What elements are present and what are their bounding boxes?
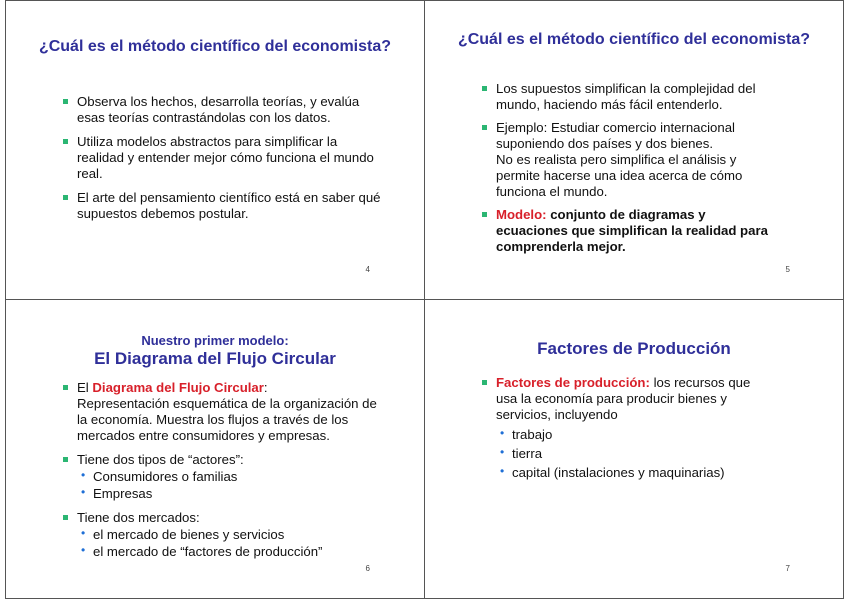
bullet-item <box>482 81 772 113</box>
bullet-text: conjunto de diagramas y ecuaciones que simplifican la realidad para comprenderla mejor. <box>496 207 768 254</box>
sub-bullet-icon: • <box>500 445 505 459</box>
sub-item <box>500 426 772 443</box>
bullet-text: Tiene dos mercados: <box>77 510 200 525</box>
sub-item <box>81 468 383 485</box>
sub-bullet-icon: • <box>81 468 86 482</box>
bullet-item <box>482 120 772 200</box>
page-number: 4 <box>365 265 370 274</box>
sub-bullet-icon: • <box>81 543 86 557</box>
bullet-icon <box>482 212 487 217</box>
bullet-text: El arte del pensamiento científico está en saber qué supuestos debemos postular. <box>77 190 381 221</box>
sub-item-text: Consumidores o familias <box>93 469 238 484</box>
sub-item <box>81 543 383 560</box>
bullet-icon <box>482 380 487 385</box>
sub-item-text: el mercado de bienes y servicios <box>93 527 285 542</box>
bullet-item <box>482 207 772 255</box>
sub-item <box>500 464 772 481</box>
bullet-text: Observa los hechos, desarrolla teorías, y evalúa esas teorías contrastándolas con los datos. <box>77 94 360 125</box>
sub-bullet-icon: • <box>81 485 86 499</box>
slide-body <box>63 94 383 230</box>
sub-bullet-icon: • <box>500 426 505 440</box>
bullet-icon <box>63 99 68 104</box>
term-highlight: Modelo: <box>496 207 547 222</box>
sub-item <box>500 445 772 462</box>
bullet-item <box>63 452 383 502</box>
sub-item-text: el mercado de “factores de producción” <box>93 544 323 559</box>
bullet-icon <box>482 125 487 130</box>
bullet-text: Utiliza modelos abstractos para simplificar la realidad y entender mejor cómo funciona el mundo real. <box>77 134 374 181</box>
slide-4 <box>5 0 425 300</box>
page-number: 6 <box>365 564 370 573</box>
bullet-item <box>63 510 383 560</box>
slide-body <box>482 81 772 263</box>
slide-body <box>63 380 383 568</box>
bullet-icon <box>63 385 68 390</box>
bullet-item <box>63 190 383 222</box>
sub-bullet-icon: • <box>500 464 505 478</box>
slide-7 <box>424 299 844 599</box>
bullet-item <box>63 134 383 182</box>
bullet-text: Representación esquemática de la organización de la economía. Muestra los flujos a través de los mercados entre consumidores y empresas. <box>77 396 377 443</box>
slide-title: ¿Cuál es el método científico del economista? <box>38 38 392 55</box>
bullet-text: Ejemplo: Estudiar comercio internacional suponiendo dos países y dos bienes. <box>496 120 735 151</box>
bullet-icon <box>63 139 68 144</box>
sub-item-text: capital (instalaciones y maquinarias) <box>512 465 725 480</box>
bullet-icon <box>63 457 68 462</box>
term-highlight: Diagrama del Flujo Circular <box>92 380 264 395</box>
slide-subtitle: Nuestro primer modelo: <box>141 333 289 348</box>
slide-title: El Diagrama del Flujo Circular <box>94 349 336 368</box>
slide-body <box>482 375 772 489</box>
bullet-icon <box>63 515 68 520</box>
sub-item <box>81 526 383 543</box>
page-number: 7 <box>785 564 790 573</box>
sub-item-text: Empresas <box>93 486 153 501</box>
bullet-text-continued: No es realista pero simplifica el análisis y permite hacerse una idea acerca de cómo funciona el mundo. <box>496 152 743 199</box>
bullet-text: los recursos que usa la economía para producir bienes y servicios, incluyendo <box>496 375 751 422</box>
bullet-item <box>63 380 383 444</box>
term-highlight: Factores de producción: <box>496 375 650 390</box>
page-number: 5 <box>785 265 790 274</box>
bullet-colon: : <box>263 380 268 395</box>
bullet-prefix: El <box>77 380 89 395</box>
bullet-item <box>63 94 383 126</box>
bullet-icon <box>63 195 68 200</box>
sub-item <box>81 485 383 502</box>
bullet-text: Tiene dos tipos de “actores”: <box>77 452 244 467</box>
bullet-icon <box>482 86 487 91</box>
sub-item-text: tierra <box>512 446 543 461</box>
slide-title: ¿Cuál es el método científico del economista? <box>457 31 811 48</box>
slide-6 <box>5 299 425 599</box>
slide-title: Factores de Producción <box>537 339 731 358</box>
slide-5 <box>424 0 844 300</box>
sub-item-text: trabajo <box>512 427 553 442</box>
sub-bullet-icon: • <box>81 526 86 540</box>
bullet-text: Los supuestos simplifican la complejidad del mundo, haciendo más fácil entenderlo. <box>496 81 756 112</box>
bullet-item <box>482 375 772 481</box>
